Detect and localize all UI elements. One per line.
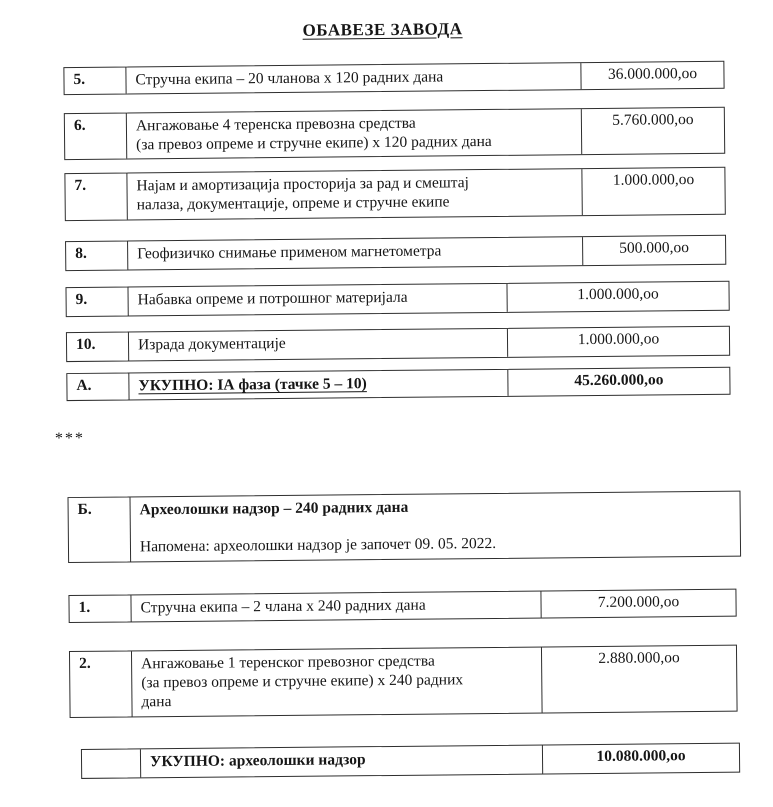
table-row-b2 xyxy=(69,645,738,718)
row-description: Стручна екипа – 20 чланова x 120 радних дана xyxy=(135,68,444,89)
row-description: Ангажовање 4 теренска превозна средства (за превоз опреме и стручне екипе) x 120 радних дана xyxy=(135,114,492,154)
section-separator: *** xyxy=(54,429,86,448)
row-amount: 1.000.000,оо xyxy=(581,168,724,215)
row-number: 8. xyxy=(66,241,128,270)
table-row-9 xyxy=(65,281,729,317)
row-number: 1. xyxy=(69,595,131,622)
row-amount: 5.760.000,оо xyxy=(581,108,724,154)
section-b-note: Напомена: археолошки надзор је започет 09. 05. 2022. xyxy=(139,534,497,556)
row-number: 2. xyxy=(70,651,133,717)
row-number: Б. xyxy=(69,497,132,562)
row-amount: 1.000.000,оо xyxy=(507,327,729,357)
row-amount: 2.880.000,оо xyxy=(541,646,737,713)
row-number: 7. xyxy=(65,173,127,220)
row-description: УКУПНО: IА фаза (тачке 5 – 10) xyxy=(138,375,367,395)
table-row-total-a xyxy=(66,367,730,401)
row-amount: 36.000.000,оо xyxy=(580,62,723,89)
row-number: А. xyxy=(67,373,129,400)
table-row-8 xyxy=(65,235,726,271)
row-description: УКУПНО: археолошки надзор xyxy=(149,751,366,771)
section-b-content xyxy=(131,492,741,562)
row-number: 5. xyxy=(64,67,126,94)
row-description: Најам и амортизација просторија за рад и смештај налаза, документације, опреме и стручне екипе xyxy=(136,174,469,214)
row-description: Набавка опреме и потрошног материјала xyxy=(137,288,408,309)
table-row-10 xyxy=(66,326,730,362)
table-row-7 xyxy=(64,167,725,221)
row-description: Израда документације xyxy=(137,334,286,354)
row-amount: 1.000.000,оо xyxy=(506,282,728,312)
table-row-5 xyxy=(63,61,724,95)
row-description: Геофизичко снимање применом магнетометра xyxy=(137,242,442,263)
page-title: ОБАВЕЗЕ ЗАВОДА xyxy=(302,19,463,40)
row-number: 10. xyxy=(67,332,129,361)
section-b-title: Археолошки надзор – 240 радних дана xyxy=(139,498,409,519)
row-amount: 500.000,оо xyxy=(582,236,725,265)
row-amount: 7.200.000,оо xyxy=(540,590,735,618)
row-amount: 10.080.000,оо xyxy=(542,744,739,774)
row-number: 9. xyxy=(66,287,128,316)
row-amount: 45.260.000,оо xyxy=(507,368,729,396)
table-row-b-header xyxy=(67,491,741,563)
row-description: Ангажовање 1 теренског превозног средства (за превоз опреме и стручне екипе) x 240 радних дана xyxy=(141,652,464,711)
row-description: Стручна екипа – 2 члана x 240 радних дана xyxy=(140,596,426,617)
table-row-b1 xyxy=(68,589,736,623)
table-row-total-b xyxy=(81,743,740,779)
table-row-6 xyxy=(64,107,725,160)
row-number xyxy=(82,749,141,778)
row-number: 6. xyxy=(65,113,127,159)
